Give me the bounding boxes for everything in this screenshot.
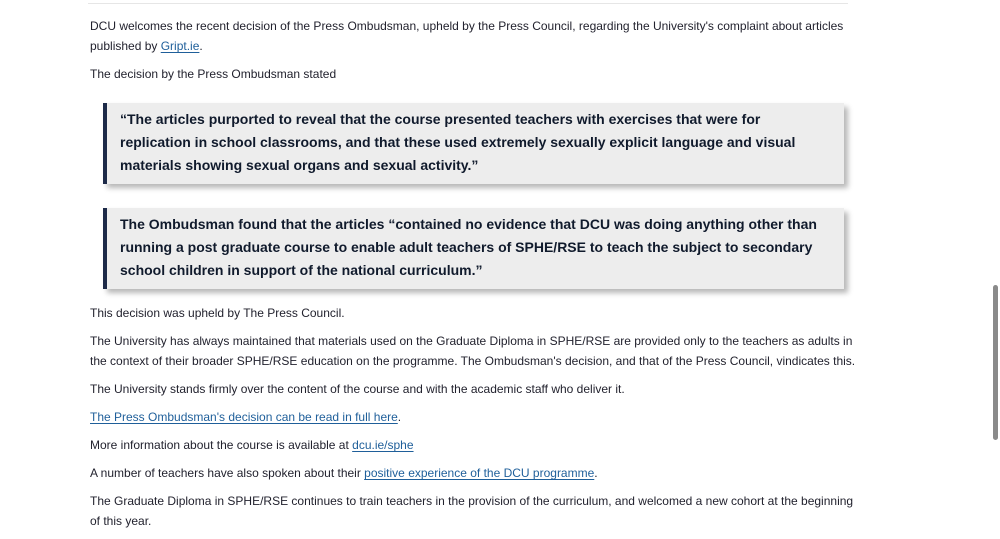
ombudsman-decision-link[interactable]: The Press Ombudsman's decision can be read in full here: [90, 410, 398, 424]
gript-link[interactable]: Gript.ie: [160, 39, 200, 53]
dcu-sphe-link[interactable]: dcu.ie/sphe: [352, 438, 414, 452]
quote-text-1: “The articles purported to reveal that the course presented teachers with exercises that were for replication in school classrooms, and that these used extremely sexually explicit language and visual materials showing sexual organs and sexual activity.”: [120, 111, 796, 173]
page-scrollbar[interactable]: [993, 285, 998, 440]
graduate-diploma-paragraph: The Graduate Diploma in SPHE/RSE continues to train teachers in the provision of the curriculum, and welcomed a new cohort at the beginning of this year.: [90, 494, 854, 528]
upheld-paragraph: This decision was upheld by The Press Council.: [90, 306, 345, 320]
maintained-paragraph: The University has always maintained that materials used on the Graduate Diploma in SPHE/RSE are provided only to the teachers as adults in the context of their broader SPHE/RSE education on the programme. The Ombudsman's decision, and that of the Press Council, vindicates this.: [90, 334, 856, 368]
quote-text-2: The Ombudsman found that the articles “contained no evidence that DCU was doing anything other than running a post graduate course to enable adult teachers of SPHE/RSE to teach the subject to secondary school children in support of the national curriculum.”: [120, 216, 817, 278]
teachers-paragraph: A number of teachers have also spoken about their positive experience of the DCU programme.: [90, 466, 598, 480]
decision-stated-paragraph: The decision by the Press Ombudsman stated: [90, 67, 337, 81]
positive-experience-link[interactable]: positive experience of the DCU programme: [364, 466, 595, 480]
intro-paragraph: DCU welcomes the recent decision of the Press Ombudsman, upheld by the Press Council, regarding the University's complaint about articles published by Gript.ie.: [90, 19, 844, 53]
top-divider: [88, 0, 848, 4]
blockquote-ombudsman: [103, 208, 844, 289]
more-info-paragraph: More information about the course is available at dcu.ie/sphe: [90, 438, 414, 452]
full-decision-paragraph: The Press Ombudsman's decision can be read in full here.: [90, 410, 402, 424]
blockquote-articles: [103, 103, 844, 184]
stands-firmly-paragraph: The University stands firmly over the content of the course and with the academic staff who deliver it.: [90, 382, 625, 396]
article-body: [90, 16, 860, 539]
